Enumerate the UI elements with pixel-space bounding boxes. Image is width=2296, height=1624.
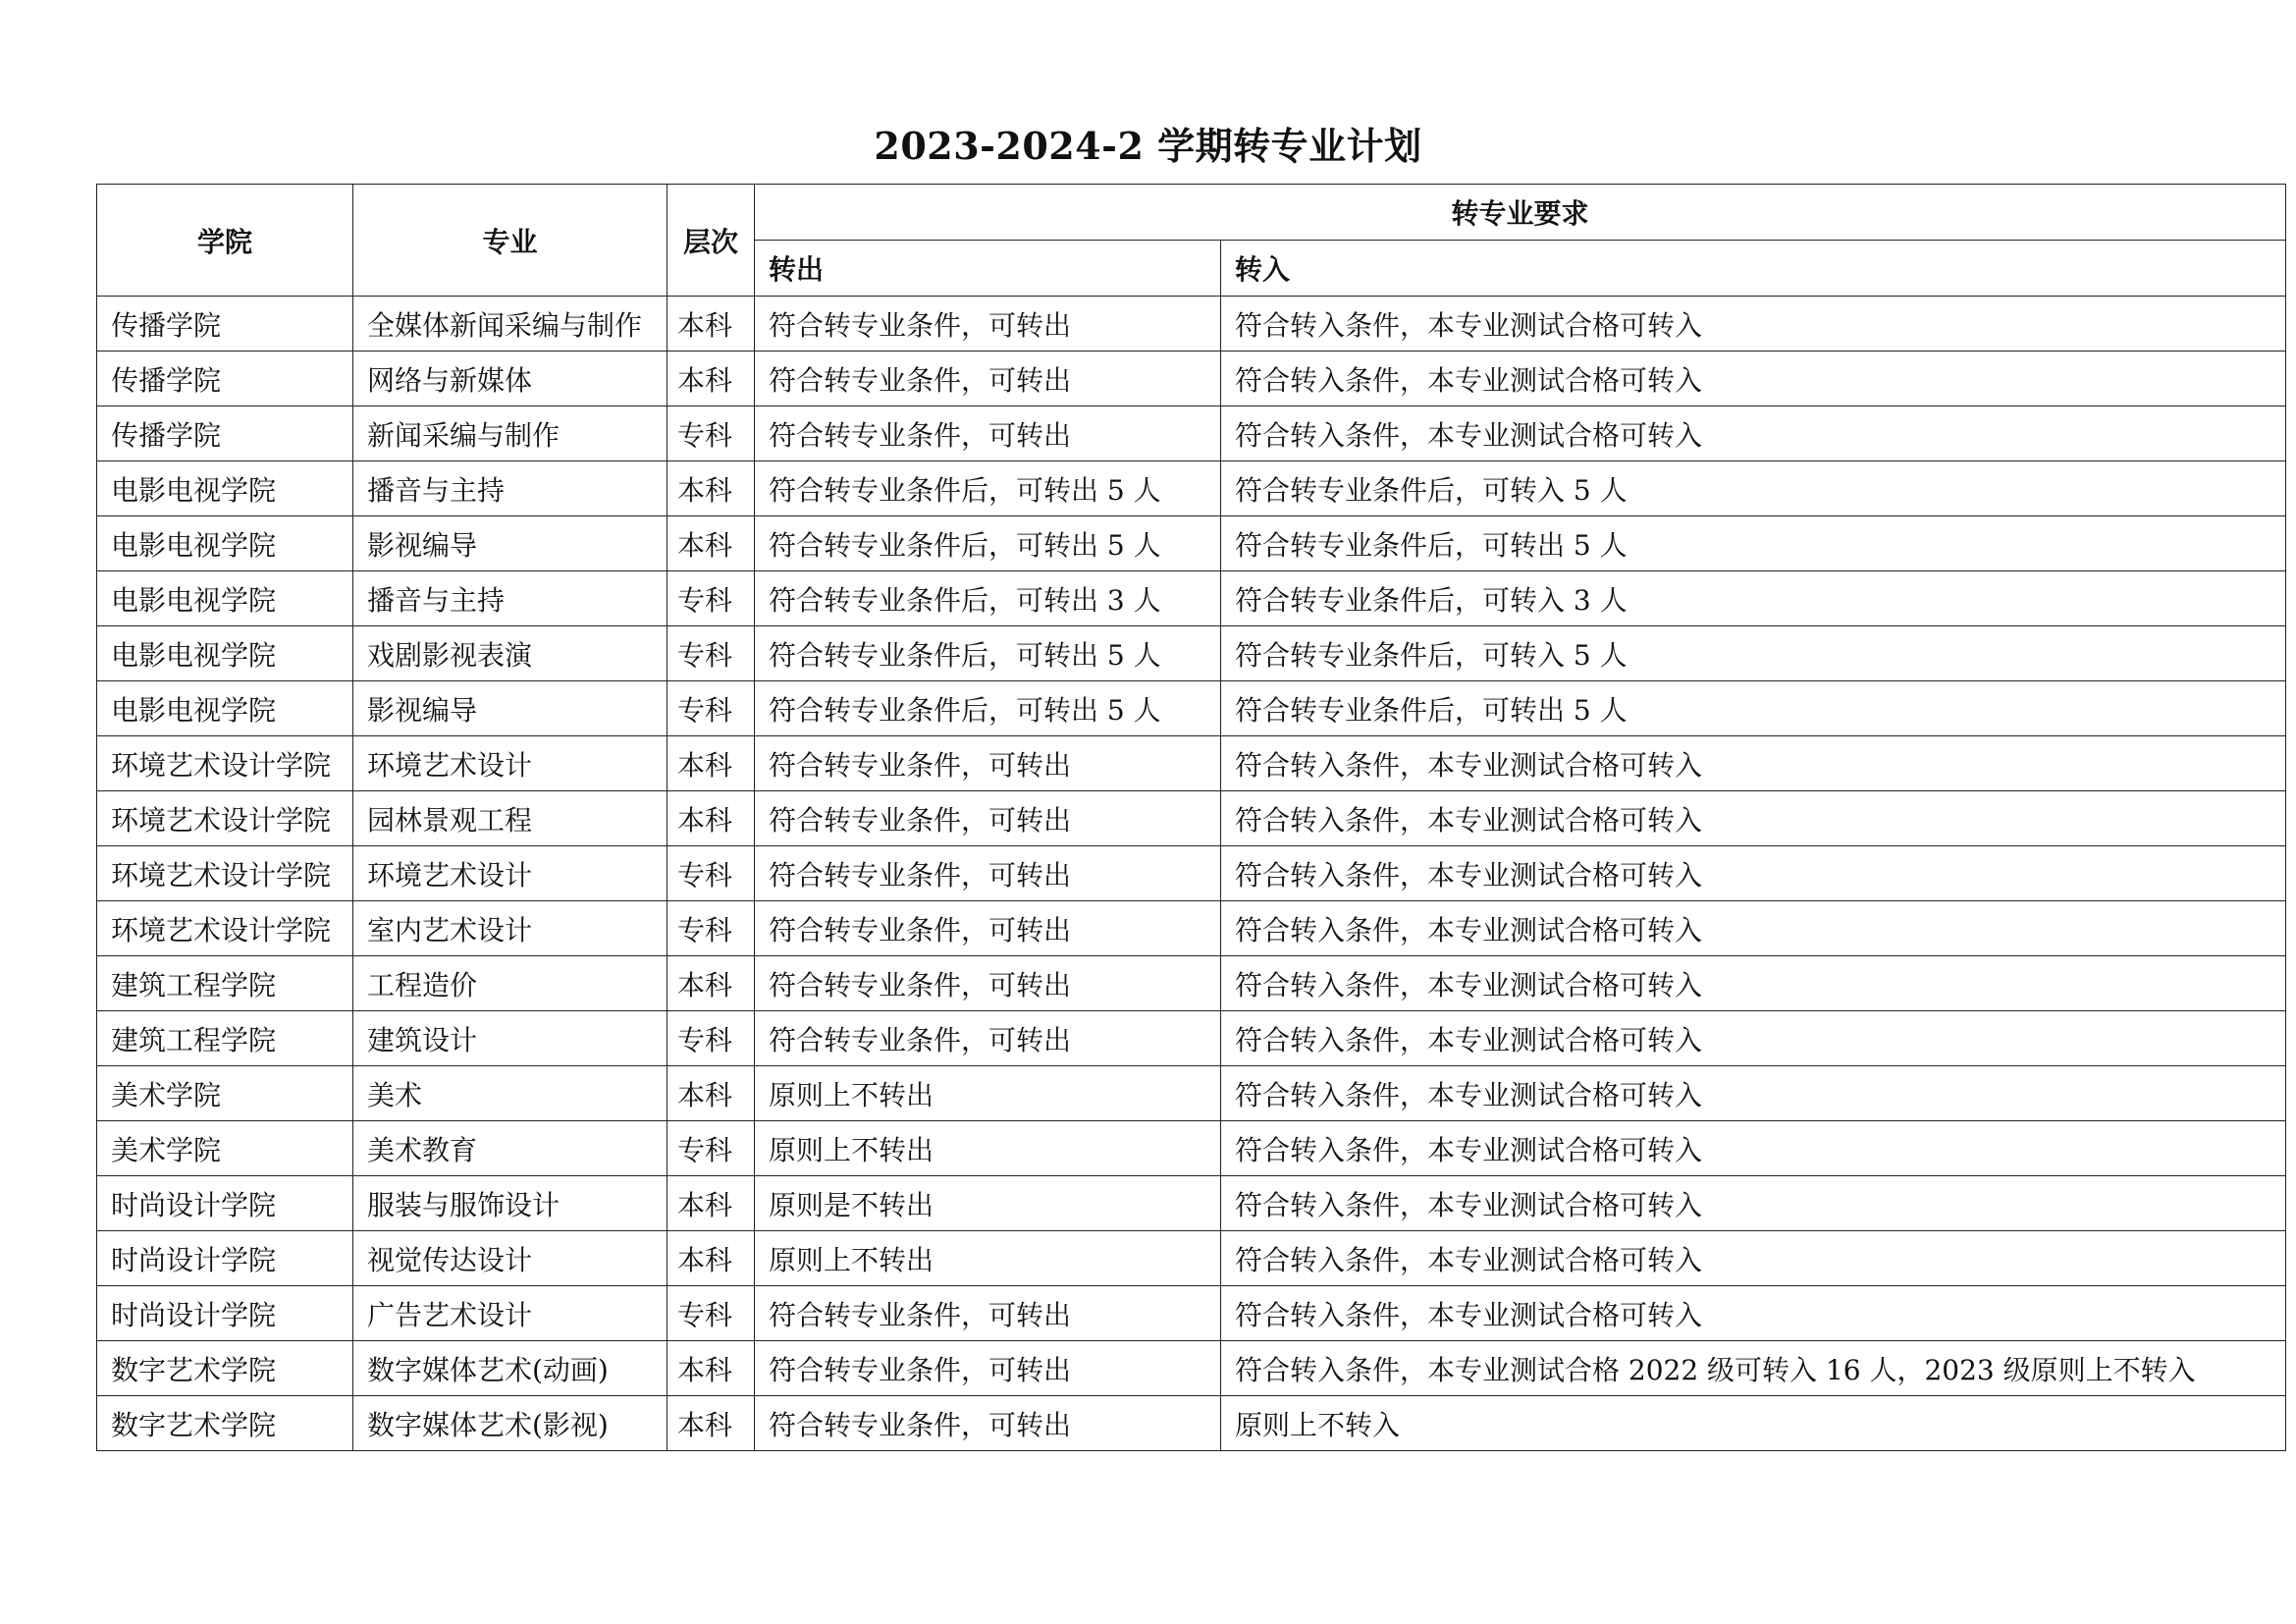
cell-major: 影视编导 — [353, 681, 667, 736]
cell-major: 室内艺术设计 — [353, 901, 667, 956]
table-row — [97, 956, 2286, 1011]
cell-major: 广告艺术设计 — [353, 1286, 667, 1341]
cell-transfer-in: 符合转入条件，本专业测试合格可转入 — [1221, 736, 2286, 791]
cell-level: 专科 — [667, 571, 755, 626]
cell-major: 播音与主持 — [353, 461, 667, 516]
table-row — [97, 1341, 2286, 1396]
cell-level: 专科 — [667, 681, 755, 736]
cell-transfer-out: 符合转专业条件，可转出 — [755, 901, 1221, 956]
cell-college: 数字艺术学院 — [97, 1396, 353, 1451]
cell-major: 数字媒体艺术(影视) — [353, 1396, 667, 1451]
cell-college: 传播学院 — [97, 297, 353, 352]
table-row — [97, 626, 2286, 681]
page-title: 2023-2024-2 学期转专业计划 — [874, 124, 1422, 168]
table-row — [97, 1396, 2286, 1451]
cell-major: 美术 — [353, 1066, 667, 1121]
cell-level: 专科 — [667, 846, 755, 901]
cell-transfer-in: 符合转入条件，本专业测试合格可转入 — [1221, 406, 2286, 461]
table-row — [97, 1176, 2286, 1231]
cell-major: 服装与服饰设计 — [353, 1176, 667, 1231]
cell-college: 环境艺术设计学院 — [97, 791, 353, 846]
cell-transfer-out: 符合转专业条件，可转出 — [755, 406, 1221, 461]
cell-level: 本科 — [667, 297, 755, 352]
table-row — [97, 352, 2286, 406]
cell-transfer-out: 原则上不转出 — [755, 1066, 1221, 1121]
cell-transfer-out: 符合转专业条件，可转出 — [755, 1286, 1221, 1341]
cell-transfer-in: 符合转入条件，本专业测试合格可转入 — [1221, 1176, 2286, 1231]
cell-college: 环境艺术设计学院 — [97, 736, 353, 791]
header-college: 学院 — [97, 185, 353, 297]
cell-college: 数字艺术学院 — [97, 1341, 353, 1396]
table-row — [97, 461, 2286, 516]
cell-level: 专科 — [667, 1286, 755, 1341]
cell-major: 工程造价 — [353, 956, 667, 1011]
cell-transfer-in: 符合转专业条件后，可转入 5 人 — [1221, 461, 2286, 516]
table-row — [97, 571, 2286, 626]
cell-transfer-in: 符合转入条件，本专业测试合格可转入 — [1221, 1011, 2286, 1066]
cell-major: 美术教育 — [353, 1121, 667, 1176]
cell-major: 网络与新媒体 — [353, 352, 667, 406]
table-body — [97, 297, 2286, 1451]
table-row — [97, 681, 2286, 736]
cell-transfer-in: 符合转入条件，本专业测试合格可转入 — [1221, 1231, 2286, 1286]
cell-transfer-in: 符合转入条件，本专业测试合格可转入 — [1221, 297, 2286, 352]
cell-transfer-in: 原则上不转入 — [1221, 1396, 2286, 1451]
cell-level: 本科 — [667, 1341, 755, 1396]
cell-transfer-out: 原则上不转出 — [755, 1231, 1221, 1286]
cell-transfer-out: 符合转专业条件，可转出 — [755, 1011, 1221, 1066]
cell-college: 时尚设计学院 — [97, 1176, 353, 1231]
cell-major: 环境艺术设计 — [353, 846, 667, 901]
table-row — [97, 791, 2286, 846]
table-row — [97, 1011, 2286, 1066]
cell-college: 传播学院 — [97, 406, 353, 461]
cell-transfer-in: 符合转入条件，本专业测试合格可转入 — [1221, 956, 2286, 1011]
cell-transfer-in: 符合转入条件，本专业测试合格可转入 — [1221, 1066, 2286, 1121]
cell-level: 专科 — [667, 626, 755, 681]
cell-level: 本科 — [667, 516, 755, 571]
cell-transfer-out: 符合转专业条件，可转出 — [755, 736, 1221, 791]
cell-college: 环境艺术设计学院 — [97, 846, 353, 901]
cell-transfer-in: 符合转专业条件后，可转出 5 人 — [1221, 681, 2286, 736]
header-major: 专业 — [353, 185, 667, 297]
cell-college: 电影电视学院 — [97, 461, 353, 516]
cell-transfer-out: 符合转专业条件，可转出 — [755, 1341, 1221, 1396]
table-row — [97, 516, 2286, 571]
cell-transfer-out: 符合转专业条件后，可转出 3 人 — [755, 571, 1221, 626]
cell-level: 专科 — [667, 1121, 755, 1176]
transfer-plan-table — [96, 184, 2286, 1451]
cell-level: 本科 — [667, 956, 755, 1011]
cell-transfer-out: 原则上不转出 — [755, 1121, 1221, 1176]
table-row — [97, 406, 2286, 461]
cell-college: 建筑工程学院 — [97, 1011, 353, 1066]
cell-level: 本科 — [667, 1231, 755, 1286]
table-row — [97, 1121, 2286, 1176]
cell-transfer-out: 符合转专业条件，可转出 — [755, 1396, 1221, 1451]
cell-college: 美术学院 — [97, 1066, 353, 1121]
cell-level: 本科 — [667, 1176, 755, 1231]
cell-major: 建筑设计 — [353, 1011, 667, 1066]
cell-college: 传播学院 — [97, 352, 353, 406]
cell-major: 环境艺术设计 — [353, 736, 667, 791]
cell-transfer-in: 符合转入条件，本专业测试合格可转入 — [1221, 791, 2286, 846]
cell-transfer-out: 原则是不转出 — [755, 1176, 1221, 1231]
cell-college: 电影电视学院 — [97, 681, 353, 736]
table-row — [97, 1286, 2286, 1341]
cell-transfer-out: 符合转专业条件后，可转出 5 人 — [755, 681, 1221, 736]
cell-transfer-in: 符合转入条件，本专业测试合格可转入 — [1221, 846, 2286, 901]
cell-college: 时尚设计学院 — [97, 1231, 353, 1286]
cell-level: 本科 — [667, 1066, 755, 1121]
cell-transfer-in: 符合转入条件，本专业测试合格可转入 — [1221, 1286, 2286, 1341]
cell-level: 本科 — [667, 352, 755, 406]
cell-level: 专科 — [667, 406, 755, 461]
cell-college: 电影电视学院 — [97, 626, 353, 681]
table-row — [97, 297, 2286, 352]
cell-transfer-out: 符合转专业条件，可转出 — [755, 352, 1221, 406]
cell-college: 时尚设计学院 — [97, 1286, 353, 1341]
cell-major: 视觉传达设计 — [353, 1231, 667, 1286]
cell-transfer-out: 符合转专业条件后，可转出 5 人 — [755, 516, 1221, 571]
cell-level: 本科 — [667, 736, 755, 791]
header-level: 层次 — [667, 185, 755, 297]
cell-transfer-in: 符合转专业条件后，可转出 5 人 — [1221, 516, 2286, 571]
cell-level: 本科 — [667, 791, 755, 846]
cell-transfer-in: 符合转入条件，本专业测试合格可转入 — [1221, 352, 2286, 406]
cell-level: 专科 — [667, 901, 755, 956]
cell-college: 环境艺术设计学院 — [97, 901, 353, 956]
cell-major: 戏剧影视表演 — [353, 626, 667, 681]
cell-level: 本科 — [667, 461, 755, 516]
cell-level: 专科 — [667, 1011, 755, 1066]
cell-college: 美术学院 — [97, 1121, 353, 1176]
cell-college: 电影电视学院 — [97, 571, 353, 626]
cell-major: 园林景观工程 — [353, 791, 667, 846]
cell-major: 新闻采编与制作 — [353, 406, 667, 461]
cell-transfer-out: 符合转专业条件，可转出 — [755, 297, 1221, 352]
cell-transfer-in: 符合转入条件，本专业测试合格可转入 — [1221, 1121, 2286, 1176]
header-requirement: 转专业要求 — [755, 185, 2286, 241]
cell-transfer-out: 符合转专业条件，可转出 — [755, 791, 1221, 846]
cell-transfer-out: 符合转专业条件，可转出 — [755, 846, 1221, 901]
cell-major: 播音与主持 — [353, 571, 667, 626]
table-row — [97, 1231, 2286, 1286]
header-transfer-in: 转入 — [1221, 241, 2286, 297]
cell-college: 电影电视学院 — [97, 516, 353, 571]
table-row — [97, 736, 2286, 791]
cell-major: 数字媒体艺术(动画) — [353, 1341, 667, 1396]
cell-major: 全媒体新闻采编与制作 — [353, 297, 667, 352]
cell-level: 本科 — [667, 1396, 755, 1451]
cell-transfer-out: 符合转专业条件后，可转出 5 人 — [755, 461, 1221, 516]
cell-transfer-out: 符合转专业条件，可转出 — [755, 956, 1221, 1011]
table-row — [97, 1066, 2286, 1121]
header-transfer-out: 转出 — [755, 241, 1221, 297]
cell-transfer-in: 符合转专业条件后，可转入 5 人 — [1221, 626, 2286, 681]
cell-college: 建筑工程学院 — [97, 956, 353, 1011]
cell-transfer-in: 符合转专业条件后，可转入 3 人 — [1221, 571, 2286, 626]
table-row — [97, 901, 2286, 956]
cell-transfer-in: 符合转入条件，本专业测试合格可转入 — [1221, 901, 2286, 956]
cell-transfer-out: 符合转专业条件后，可转出 5 人 — [755, 626, 1221, 681]
cell-major: 影视编导 — [353, 516, 667, 571]
cell-transfer-in: 符合转入条件，本专业测试合格 2022 级可转入 16 人，2023 级原则上不转入 — [1221, 1341, 2286, 1396]
table-row — [97, 846, 2286, 901]
